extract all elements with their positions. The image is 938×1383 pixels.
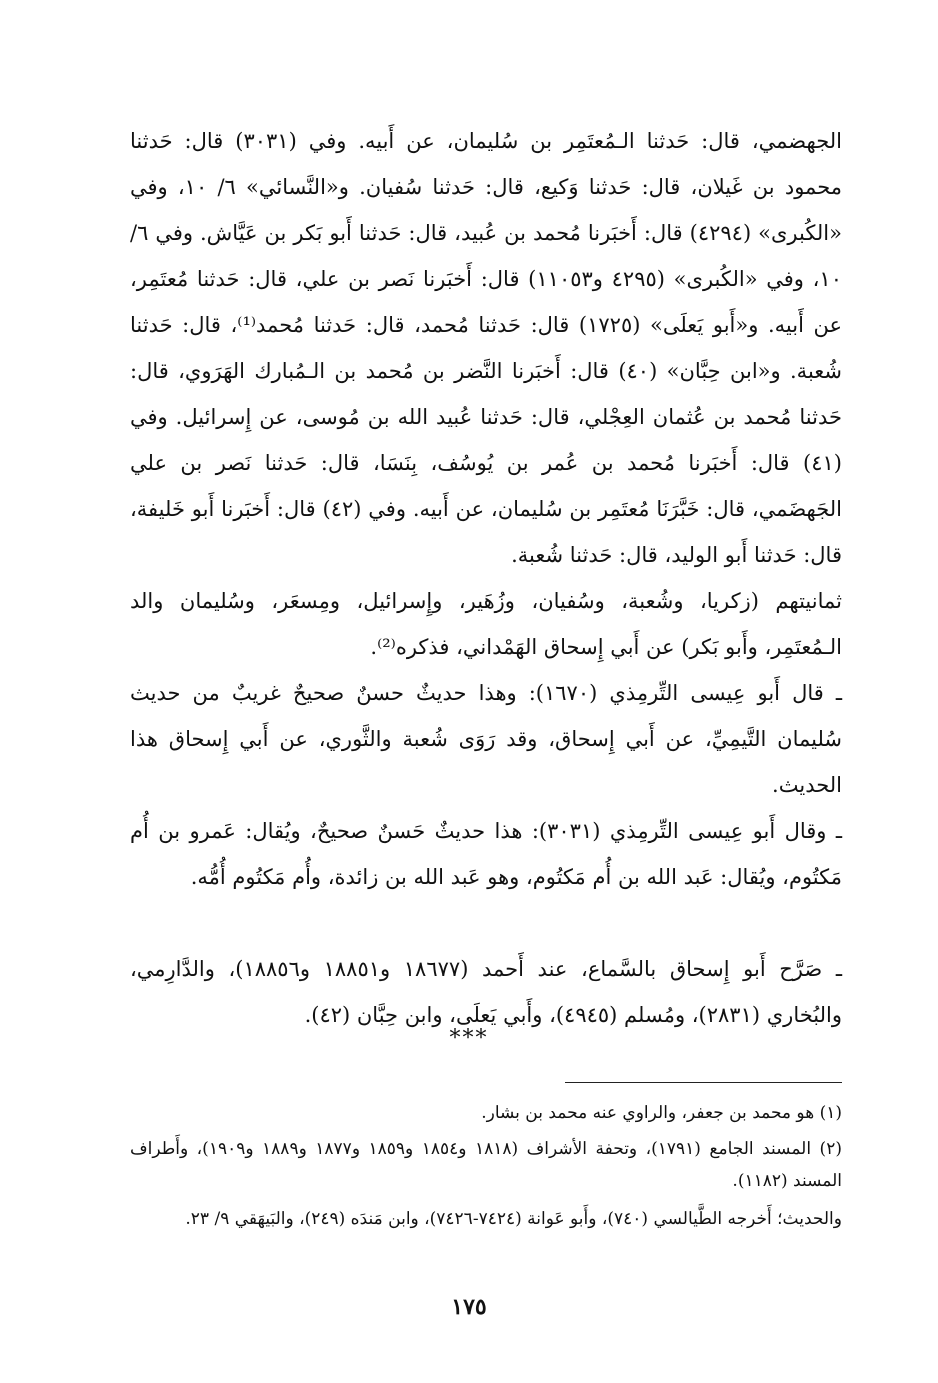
footnote-1: (١) هو محمد بن جعفر، والراوي عنه محمد بن بشار. xyxy=(481,1103,842,1123)
body-paragraph-tirmidhi-1: ـ قال أَبو عِيسى التِّرمِذي (١٦٧٠): وهذا حديثٌ حسنٌ صحيحٌ غريبٌ من حديث سُليمان التَّيمِيِّ، عن أَبي إِسحاق، وقد رَوَى شُعبة والثَّوري، عن أَبي إِسحاق هذا الحديث. xyxy=(130,681,842,797)
body-paragraph-isnad: الجهضمي، قال: حَدثنا الـمُعتَمِر بن سُليمان، عن أَبيه. وفي (٣٠٣١) قال: حَدثنا محمود بن غَيلان، قال: حَدثنا وَكيع، قال: حَدثنا سُفيان. و«النَّسائي» ٦/ ١٠، وفي «الكُبرى» (٤٢٩٤) قال: أَخبَرنا مُحمد بن عُبيد، قال: حَدثنا أَبو بَكر بن عَيَّاش. وفي ٦/ ١٠، وفي «الكُبرى» (٤٢٩٥ و١١٠٥٣) قال: أَخبَرنا نَصر بن علي، قال: حَدثنا مُعتَمِر، عن أَبيه. و«أَبو يَعلَى» (١٧٢٥) قال: حَدثنا مُحمد، قال: حَدثنا مُحمد⁽¹⁾، قال: حَدثنا شُعبة. و«ابن حِبَّان» (٤٠) قال: أَخبَرنا النَّضر بن مُحمد بن الـمُبارك الهَرَوي، قال: حَدثنا مُحمد بن عُثمان العِجْلي، قال: حَدثنا عُبيد الله بن مُوسى، عن إِسرائيل. وفي (٤١) قال: أَخبَرنا مُحمد بن عُمر بن يُوسُف، بِنَسَا، قال: حَدثنا نَصر بن علي الجَهضَمي، قال: خَبَّرَنَا مُعتَمِر بن سُليمان، عن أَبيه. وفي (٤٢) قال: أَخبَرنا أَبو خَليفة، قال: حَدثنا أَبو الوليد، قال: حَدثنا شُعبة. xyxy=(130,129,843,567)
section-separator: *** xyxy=(449,1026,489,1051)
footnote-2: (٢) المسند الجامع (١٧٩١)، وتحفة الأشراف (١٨١٨ و١٨٥٤ و١٨٥٩ و١٨٧٧ و١٨٨٩ و١٩٠٩)، وأَطراف المسند (١١٨٢). xyxy=(130,1139,842,1191)
body-paragraph-summary: ثمانيتهم (زكريا، وشُعبة، وسُفيان، وزُهَير، وإِسرائيل، ومِسعَر، وسُليمان والد الـمُعتَمِر، وأَبو بَكر) عن أَبي إِسحاق الهَمْداني، فذكره⁽²⁾. xyxy=(130,589,842,659)
footnote-2-continued: والحديث؛ أَخرجه الطَّيالسي (٧٤٠)، وأَبو عَوانة (٧٤٢٤-٧٤٢٦)، وابن مَندَه (٢٤٩)، والبَيهَقي ٩/ ٢٣. xyxy=(185,1209,842,1229)
body-paragraph-tirmidhi-2: ـ وقال أَبو عِيسى التِّرمِذي (٣٠٣١): هذا حديثٌ حَسنٌ صحيحٌ، ويُقال: عَمرو بن أُم مَكتُوم، ويُقال: عَبد الله بن أُم مَكتُوم، وهو عَبد الله بن زائدة، وأُم مَكتُوم أُمُّه. xyxy=(130,819,842,889)
page-number: ١٧٥ xyxy=(451,1294,487,1320)
body-paragraph-samaa: ـ صَرَّح أَبو إِسحاق بالسَّماع، عند أَحمد (١٨٦٧٧ و١٨٨٥١ و١٨٨٥٦)، والدَّارِمي، والبُخاري (٢٨٣١)، ومُسلم (٤٩٤٥)، وأَبي يَعلَى، وابن حِبَّان (٤٢). xyxy=(130,957,842,1027)
footnote-divider xyxy=(565,1082,842,1083)
